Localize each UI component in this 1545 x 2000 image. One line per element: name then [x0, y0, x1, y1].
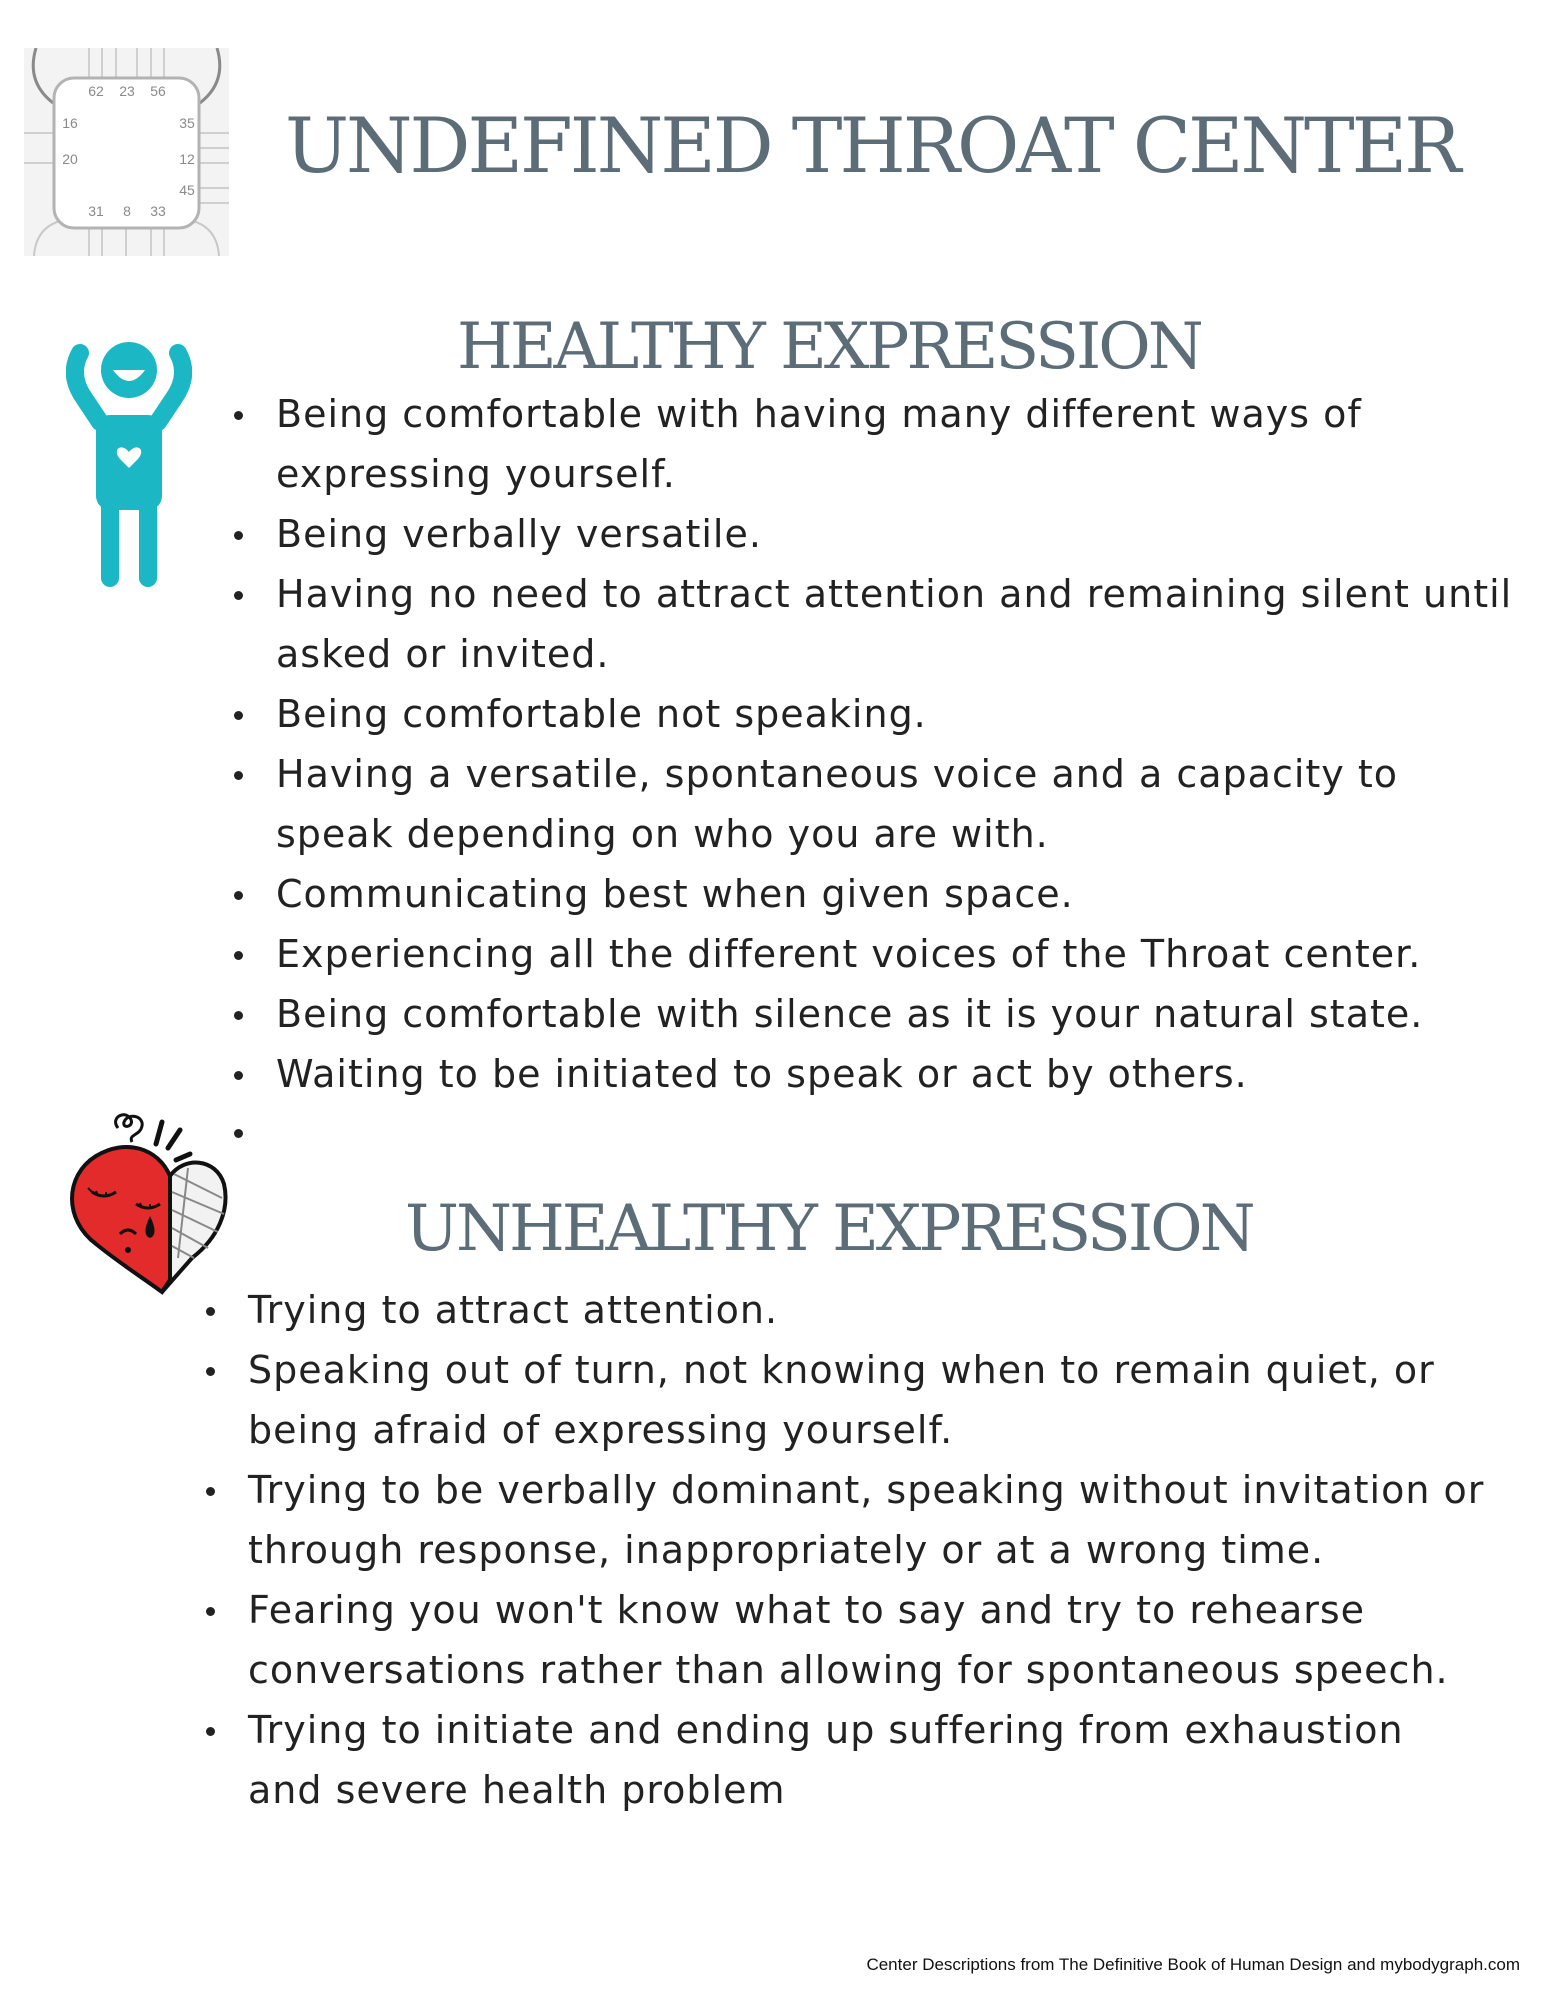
unhealthy-expression-heading: UNHEALTHY EXPRESSION — [405, 1192, 1253, 1266]
unhealthy-expression-list — [205, 1280, 1535, 1820]
list-item: Fearing you won't know what to say and try to rehearse conversations rather than allowing for spontaneous speech. — [205, 1580, 1535, 1700]
gate-label: 20 — [62, 151, 78, 167]
gate-label: 45 — [179, 182, 195, 198]
gate-label: 62 — [88, 83, 104, 99]
page-title: UNDEFINED THROAT CENTER — [285, 101, 1459, 190]
list-item: Being comfortable with having many different ways of expressing yourself. — [233, 384, 1533, 504]
source-footer: Center Descriptions from The Definitive Book of Human Design and mybodygraph.com — [866, 1955, 1520, 1974]
list-item: Having no need to attract attention and remaining silent until asked or invited. — [233, 564, 1533, 684]
list-item: Communicating best when given space. — [233, 864, 1533, 924]
gate-label: 31 — [88, 203, 104, 219]
throat-center-bodygraph-icon — [24, 48, 229, 256]
list-item: Speaking out of turn, not knowing when to remain quiet, or being afraid of expressing yourself. — [205, 1340, 1535, 1460]
healthy-expression-heading: HEALTHY EXPRESSION — [457, 310, 1201, 384]
healthy-expression-list — [233, 384, 1533, 1104]
gate-label: 12 — [179, 151, 195, 167]
broken-sad-heart-icon — [58, 1108, 230, 1296]
list-item: Waiting to be initiated to speak or act by others. — [233, 1044, 1533, 1104]
list-item: Trying to attract attention. — [205, 1280, 1535, 1340]
gate-label: 56 — [150, 83, 166, 99]
list-item: Being comfortable not speaking. — [233, 684, 1533, 744]
list-item: Trying to initiate and ending up suffering from exhaustion and severe health problem — [205, 1700, 1535, 1820]
gate-label: 8 — [123, 203, 131, 219]
list-item: Experiencing all the different voices of the Throat center. — [233, 924, 1533, 984]
list-item: Having a versatile, spontaneous voice and a capacity to speak depending on who you are with. — [233, 744, 1533, 864]
empty-bullet — [234, 1129, 243, 1138]
list-item: Being verbally versatile. — [233, 504, 1533, 564]
gate-label: 33 — [150, 203, 166, 219]
gate-label: 23 — [119, 83, 135, 99]
happy-person-icon — [66, 340, 192, 588]
gate-label: 35 — [179, 115, 195, 131]
gate-label: 16 — [62, 115, 78, 131]
list-item: Trying to be verbally dominant, speaking without invitation or through response, inappropriately or at a wrong time. — [205, 1460, 1535, 1580]
list-item: Being comfortable with silence as it is your natural state. — [233, 984, 1533, 1044]
